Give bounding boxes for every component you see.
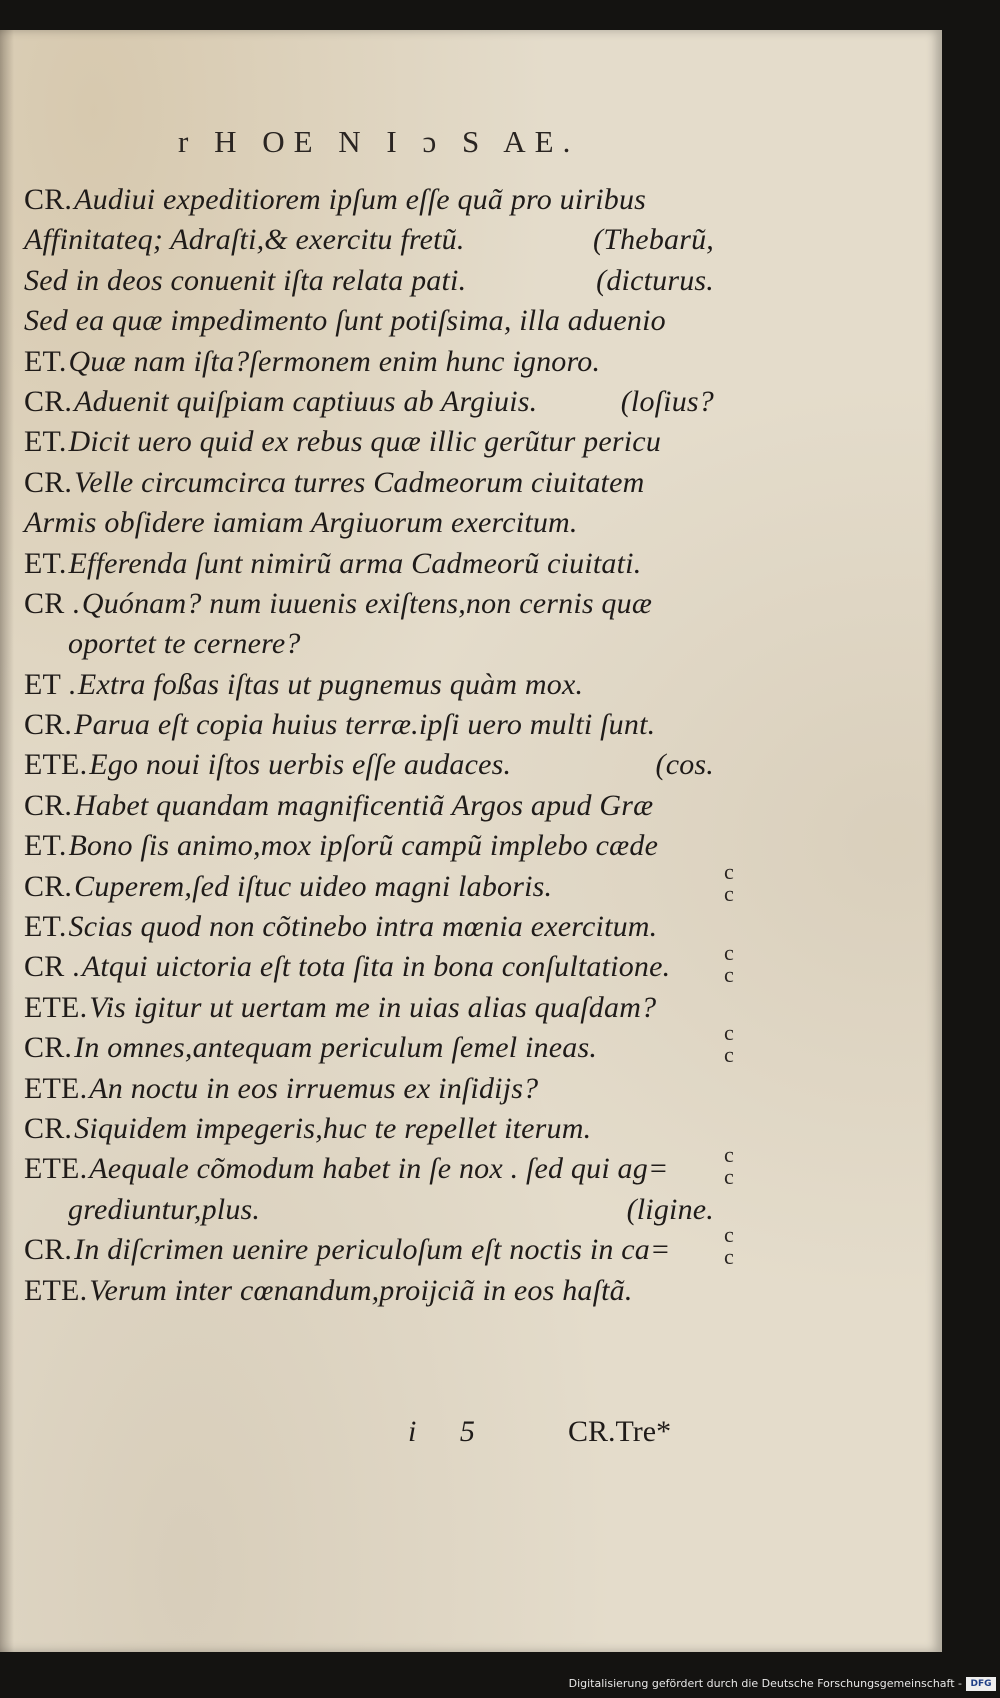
line-text: grediuntur,plus. — [68, 1192, 261, 1226]
speaker-label: ETE. — [24, 1273, 88, 1307]
text-line — [24, 745, 714, 785]
footer-bar — [0, 1664, 1000, 1698]
margin-note: c c — [724, 858, 739, 906]
text-block — [24, 180, 739, 1311]
speaker-label: CR. — [24, 1233, 73, 1267]
line-text: Aduenit quiſpiam captiuus ab Argiuis. — [74, 384, 538, 418]
text-line — [24, 665, 714, 705]
text-line — [24, 544, 714, 584]
line-text: In omnes,antequam periculum ſemel ineas. — [74, 1031, 598, 1065]
running-head: r H OE N I ɔ S AE. — [178, 124, 580, 159]
line-text: Habet quandam magnificentiã Argos apud Græ — [74, 788, 654, 822]
catchword: CR.Tre* — [568, 1415, 672, 1448]
margin-note: c c — [724, 1020, 739, 1068]
text-line — [24, 463, 714, 503]
speaker-label: CR. — [24, 384, 73, 418]
line-text: Cuperem,ſed iſtuc uideo magni laboris. — [74, 869, 553, 903]
text-line — [24, 1069, 714, 1109]
line-text: Quónam? num iuuenis exiſtens,non cernis quæ — [81, 586, 653, 620]
margin-note: c c — [724, 939, 739, 987]
text-line — [24, 1230, 714, 1270]
text-line — [24, 220, 714, 260]
text-line — [24, 1109, 714, 1149]
speaker-label: CR. — [24, 1031, 73, 1065]
line-text: Parua eſt copia huius terræ.ipſi uero multi ſunt. — [74, 708, 656, 742]
line-text: Dicit uero quid ex rebus quæ illic gerũtur pericu — [68, 425, 662, 459]
speaker-label: ET. — [24, 546, 67, 580]
text-line — [24, 1149, 714, 1189]
text-line — [24, 988, 714, 1028]
text-line — [24, 382, 714, 422]
line-text: Armis obſidere iamiam Argiuorum exercitum. — [24, 506, 578, 540]
speaker-label: ETE. — [24, 990, 88, 1024]
speaker-label: ET. — [24, 829, 67, 863]
line-tail: (ligine. — [626, 1192, 714, 1226]
line-text: Atqui uictoria eſt tota ſita in bona conſultatione. — [81, 950, 671, 984]
speaker-label: ETE. — [24, 1152, 88, 1186]
dfg-logo: DFG — [966, 1677, 996, 1691]
line-text: Sed in deos conuenit iſta relata pati. — [24, 263, 467, 297]
line-tail: (cos. — [655, 748, 714, 782]
line-text: Aequale cõmodum habet in ſe nox . ſed qui ag= — [89, 1152, 669, 1186]
speaker-label: CR. — [24, 183, 73, 216]
line-text: oportet te cernere? — [68, 627, 301, 661]
line-text: Verum inter cœnandum,proijciã in eos haſtã. — [89, 1273, 633, 1307]
text-line — [24, 342, 714, 382]
line-text: Siquidem impegeris,huc te repellet iterum. — [74, 1111, 592, 1145]
line-tail: (loſius? — [620, 384, 714, 418]
text-line — [24, 503, 714, 543]
speaker-label: ETE. — [24, 1071, 88, 1105]
text-line — [24, 947, 714, 987]
speaker-label: CR. — [24, 1111, 73, 1145]
signature-mark: i 5 — [408, 1415, 493, 1448]
speaker-label: ETE. — [24, 748, 88, 782]
speaker-label: ET. — [24, 344, 67, 378]
line-text: Bono ſis animo,mox ipſorũ campũ implebo cæde — [68, 829, 659, 863]
line-tail: (dicturus. — [596, 263, 714, 297]
text-line — [24, 422, 714, 462]
line-text: Scias quod non cõtinebo intra mœnia exercitum. — [68, 910, 658, 944]
line-text: Ego noui iſtos uerbis eſſe audaces. — [89, 748, 512, 782]
line-text: Extra foßas iſtas ut pugnemus quàm mox. — [77, 667, 584, 701]
text-line — [24, 584, 714, 624]
speaker-label: ET. — [24, 910, 67, 944]
text-line — [24, 1190, 714, 1230]
line-text: Efferenda ſunt nimirũ arma Cadmeorũ ciuitati. — [68, 546, 642, 580]
dfg-credit: Digitalisierung gefördert durch die Deutsche Forschungsgemeinschaft - — [568, 1677, 962, 1690]
line-text: Quæ nam iſta?ſermonem enim hunc ignoro. — [68, 344, 601, 378]
margin-note: c c — [724, 1222, 739, 1270]
line-text: Vis igitur ut uertam me in uias alias quaſdam? — [89, 990, 657, 1024]
speaker-label: CR. — [24, 708, 73, 742]
book-page — [0, 30, 942, 1652]
line-text: In diſcrimen uenire periculoſum eſt noctis in ca= — [74, 1233, 671, 1267]
speaker-label: ET. — [24, 425, 67, 459]
line-text: Velle circumcirca turres Cadmeorum ciuitatem — [74, 465, 645, 499]
text-line — [24, 301, 714, 341]
text-line — [24, 1271, 714, 1311]
speaker-label: CR . — [24, 586, 80, 620]
text-line — [24, 826, 714, 866]
speaker-label: CR. — [24, 465, 73, 499]
text-line — [24, 907, 714, 947]
speaker-label: CR. — [24, 869, 73, 903]
line-text: An noctu in eos irruemus ex inſidijs? — [89, 1071, 539, 1105]
text-line — [24, 1028, 714, 1068]
line-text: Audiui expeditiorem ipſum eſſe quã pro uiribus — [74, 183, 647, 216]
line-tail: (Thebarũ, — [593, 223, 714, 257]
speaker-label: CR . — [24, 950, 80, 984]
speaker-label: CR. — [24, 788, 73, 822]
margin-note: c c — [724, 1141, 739, 1189]
page-gutter-shadow — [0, 30, 14, 1652]
speaker-label: ET . — [24, 667, 76, 701]
line-text: Sed ea quæ impedimento ſunt potiſsima, illa aduenio — [24, 304, 666, 338]
text-line — [24, 705, 714, 745]
text-line — [24, 624, 714, 664]
text-line — [24, 867, 714, 907]
text-line — [24, 180, 714, 220]
text-line — [24, 786, 714, 826]
line-text: Affinitateq; Adraſti,& exercitu fretũ. — [24, 223, 465, 257]
text-line — [24, 261, 714, 301]
